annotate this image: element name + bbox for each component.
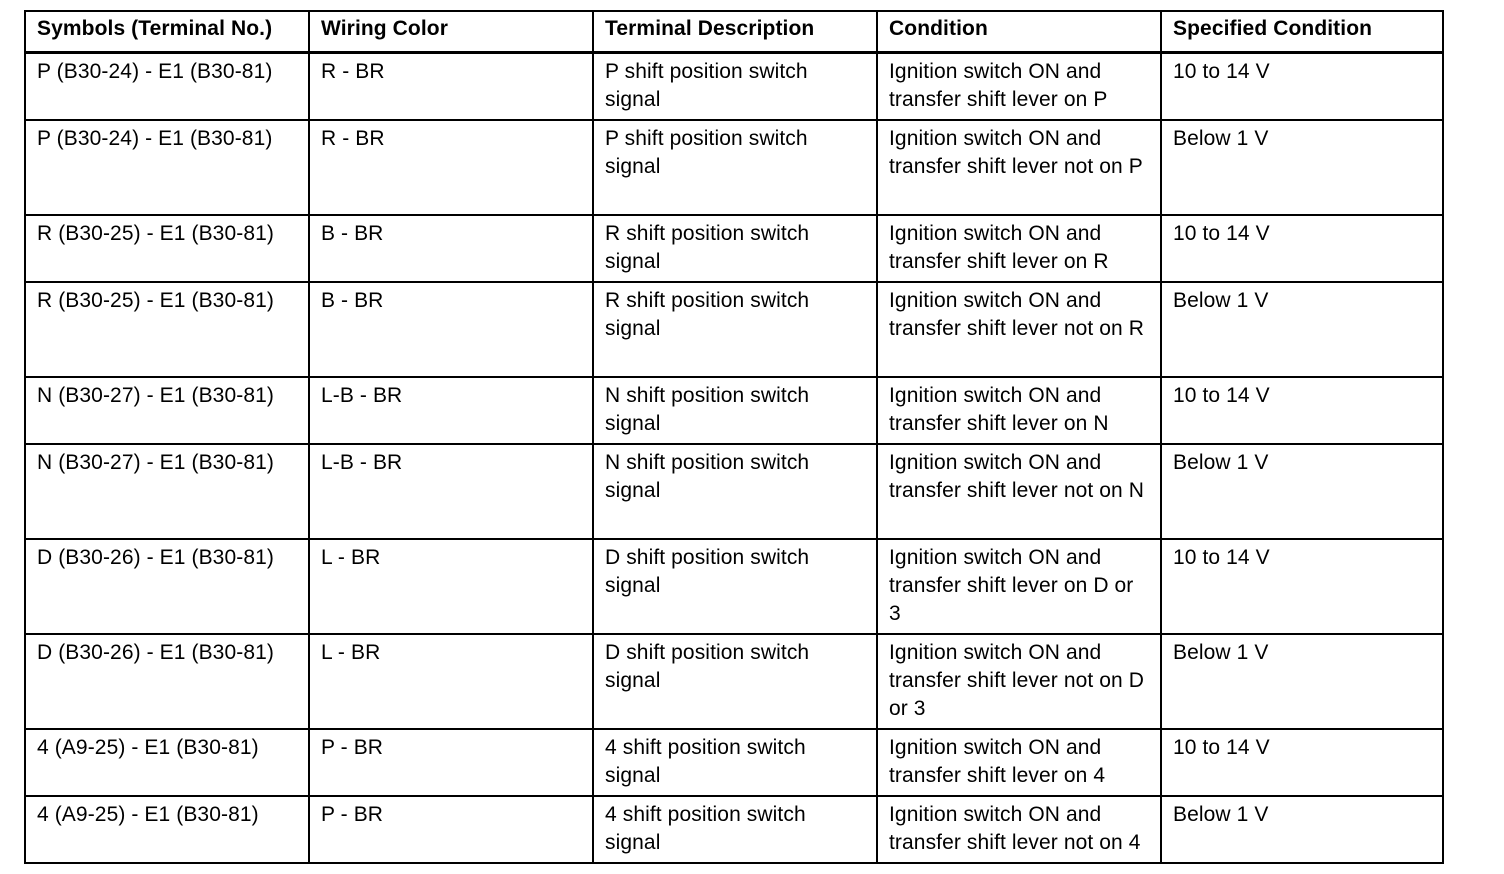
cell-symbols: N (B30-27) - E1 (B30-81)	[25, 377, 309, 444]
cell-condition: Ignition switch ON and transfer shift lever not on R	[877, 282, 1161, 377]
cell-condition: Ignition switch ON and transfer shift lever not on P	[877, 120, 1161, 215]
header-condition: Condition	[877, 11, 1161, 53]
table-row	[25, 539, 1443, 634]
cell-wiring-color: R - BR	[309, 53, 593, 121]
cell-condition: Ignition switch ON and transfer shift lever on D or 3	[877, 539, 1161, 634]
cell-symbols: 4 (A9-25) - E1 (B30-81)	[25, 796, 309, 863]
cell-specified-condition: Below 1 V	[1161, 634, 1443, 729]
cell-terminal-description: D shift position switch signal	[593, 634, 877, 729]
cell-symbols: P (B30-24) - E1 (B30-81)	[25, 53, 309, 121]
cell-condition: Ignition switch ON and transfer shift lever on P	[877, 53, 1161, 121]
cell-wiring-color: P - BR	[309, 729, 593, 796]
table-row	[25, 377, 1443, 444]
cell-wiring-color: L-B - BR	[309, 377, 593, 444]
cell-terminal-description: P shift position switch signal	[593, 120, 877, 215]
cell-wiring-color: B - BR	[309, 215, 593, 282]
table-row	[25, 634, 1443, 729]
cell-specified-condition: Below 1 V	[1161, 796, 1443, 863]
cell-specified-condition: 10 to 14 V	[1161, 539, 1443, 634]
table-header-row	[25, 11, 1443, 53]
cell-specified-condition: Below 1 V	[1161, 120, 1443, 215]
cell-terminal-description: 4 shift position switch signal	[593, 729, 877, 796]
cell-symbols: N (B30-27) - E1 (B30-81)	[25, 444, 309, 539]
terminal-spec-table	[24, 10, 1444, 864]
cell-wiring-color: L-B - BR	[309, 444, 593, 539]
cell-wiring-color: R - BR	[309, 120, 593, 215]
header-terminal-description: Terminal Description	[593, 11, 877, 53]
cell-wiring-color: B - BR	[309, 282, 593, 377]
cell-terminal-description: D shift position switch signal	[593, 539, 877, 634]
header-symbols: Symbols (Terminal No.)	[25, 11, 309, 53]
cell-specified-condition: Below 1 V	[1161, 282, 1443, 377]
cell-wiring-color: P - BR	[309, 796, 593, 863]
cell-condition: Ignition switch ON and transfer shift lever on R	[877, 215, 1161, 282]
table-row	[25, 729, 1443, 796]
cell-symbols: 4 (A9-25) - E1 (B30-81)	[25, 729, 309, 796]
cell-condition: Ignition switch ON and transfer shift lever on 4	[877, 729, 1161, 796]
header-specified-condition: Specified Condition	[1161, 11, 1443, 53]
table-row	[25, 796, 1443, 863]
cell-symbols: R (B30-25) - E1 (B30-81)	[25, 282, 309, 377]
cell-symbols: D (B30-26) - E1 (B30-81)	[25, 634, 309, 729]
table-row	[25, 120, 1443, 215]
table-row	[25, 53, 1443, 121]
cell-wiring-color: L - BR	[309, 634, 593, 729]
cell-condition: Ignition switch ON and transfer shift lever not on N	[877, 444, 1161, 539]
cell-symbols: R (B30-25) - E1 (B30-81)	[25, 215, 309, 282]
cell-terminal-description: N shift position switch signal	[593, 444, 877, 539]
cell-terminal-description: 4 shift position switch signal	[593, 796, 877, 863]
cell-symbols: D (B30-26) - E1 (B30-81)	[25, 539, 309, 634]
table-row	[25, 215, 1443, 282]
cell-specified-condition: 10 to 14 V	[1161, 53, 1443, 121]
cell-condition: Ignition switch ON and transfer shift lever not on D or 3	[877, 634, 1161, 729]
cell-wiring-color: L - BR	[309, 539, 593, 634]
cell-specified-condition: 10 to 14 V	[1161, 215, 1443, 282]
cell-terminal-description: R shift position switch signal	[593, 215, 877, 282]
cell-terminal-description: R shift position switch signal	[593, 282, 877, 377]
cell-specified-condition: 10 to 14 V	[1161, 377, 1443, 444]
table-row	[25, 444, 1443, 539]
cell-condition: Ignition switch ON and transfer shift lever on N	[877, 377, 1161, 444]
cell-specified-condition: 10 to 14 V	[1161, 729, 1443, 796]
header-wiring-color: Wiring Color	[309, 11, 593, 53]
cell-terminal-description: N shift position switch signal	[593, 377, 877, 444]
cell-terminal-description: P shift position switch signal	[593, 53, 877, 121]
cell-condition: Ignition switch ON and transfer shift lever not on 4	[877, 796, 1161, 863]
table-row	[25, 282, 1443, 377]
cell-specified-condition: Below 1 V	[1161, 444, 1443, 539]
cell-symbols: P (B30-24) - E1 (B30-81)	[25, 120, 309, 215]
